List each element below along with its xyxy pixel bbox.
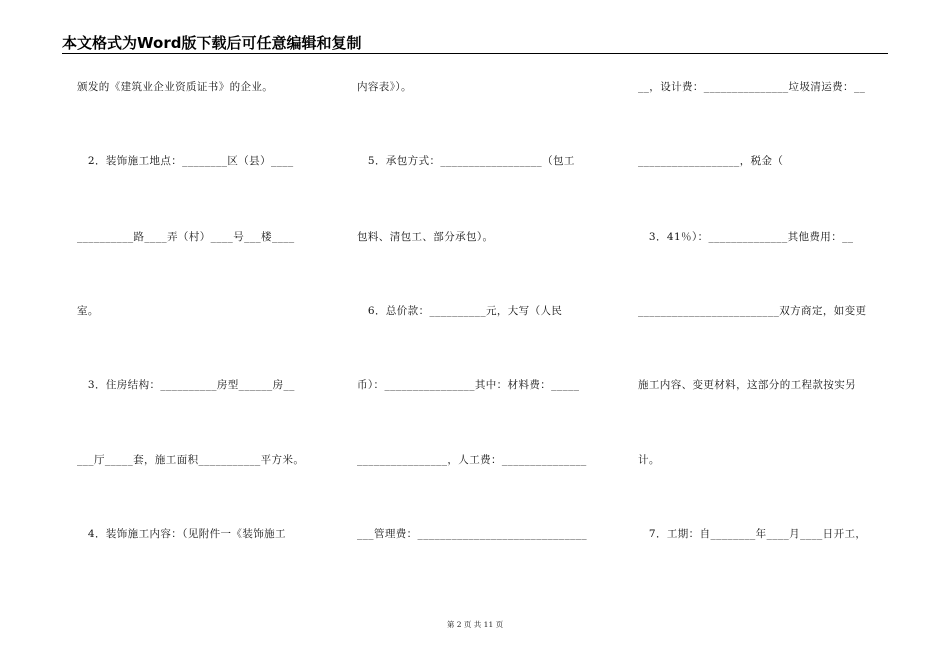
text-line: ___厅_____套，施工面积___________平方米。	[77, 454, 305, 466]
text-line: __，设计费：_______________垃圾清运费：__	[638, 81, 866, 93]
text-line: 包料、清包工、部分承包）。	[357, 231, 494, 243]
text-line: __________路____弄（村）____号___楼____	[77, 231, 295, 243]
text-line: 7．工期：自________年____月____日开工，	[638, 528, 867, 540]
page-number-footer: 第 2 页 共 11 页	[446, 620, 504, 629]
document-header-title: 本文格式为Word版下载后可任意编辑和复制	[62, 34, 362, 52]
text-line: __________________，税金（	[638, 155, 784, 167]
text-line: 币）：________________其中：材料费：_____	[357, 379, 580, 391]
text-line: 颁发的《建筑业企业资质证书》的企业。	[77, 81, 274, 93]
text-line: 5．承包方式：__________________（包工	[357, 155, 575, 167]
text-line: _________________________双方商定，如变更	[638, 305, 867, 317]
text-line: 室。	[77, 305, 99, 317]
text-line: ________________，人工费：_______________	[357, 454, 587, 466]
text-line: 6．总价款：__________元，大写（人民	[357, 305, 563, 317]
text-line: 3．住房结构：__________房型______房__	[77, 379, 295, 391]
text-line: 4．装饰施工内容：（见附件一《装饰施工	[77, 528, 286, 540]
header-divider	[62, 53, 888, 54]
text-line: 内容表》）。	[357, 81, 412, 93]
text-line: 施工内容、变更材料，这部分的工程款按实另	[638, 379, 856, 391]
text-line: ___管理费：______________________________	[357, 528, 588, 540]
text-line: 3．41％）：______________其他费用：__	[638, 231, 854, 243]
text-line: 计。	[638, 454, 660, 466]
text-line: 2．装饰施工地点：________区（县）____	[77, 155, 294, 167]
